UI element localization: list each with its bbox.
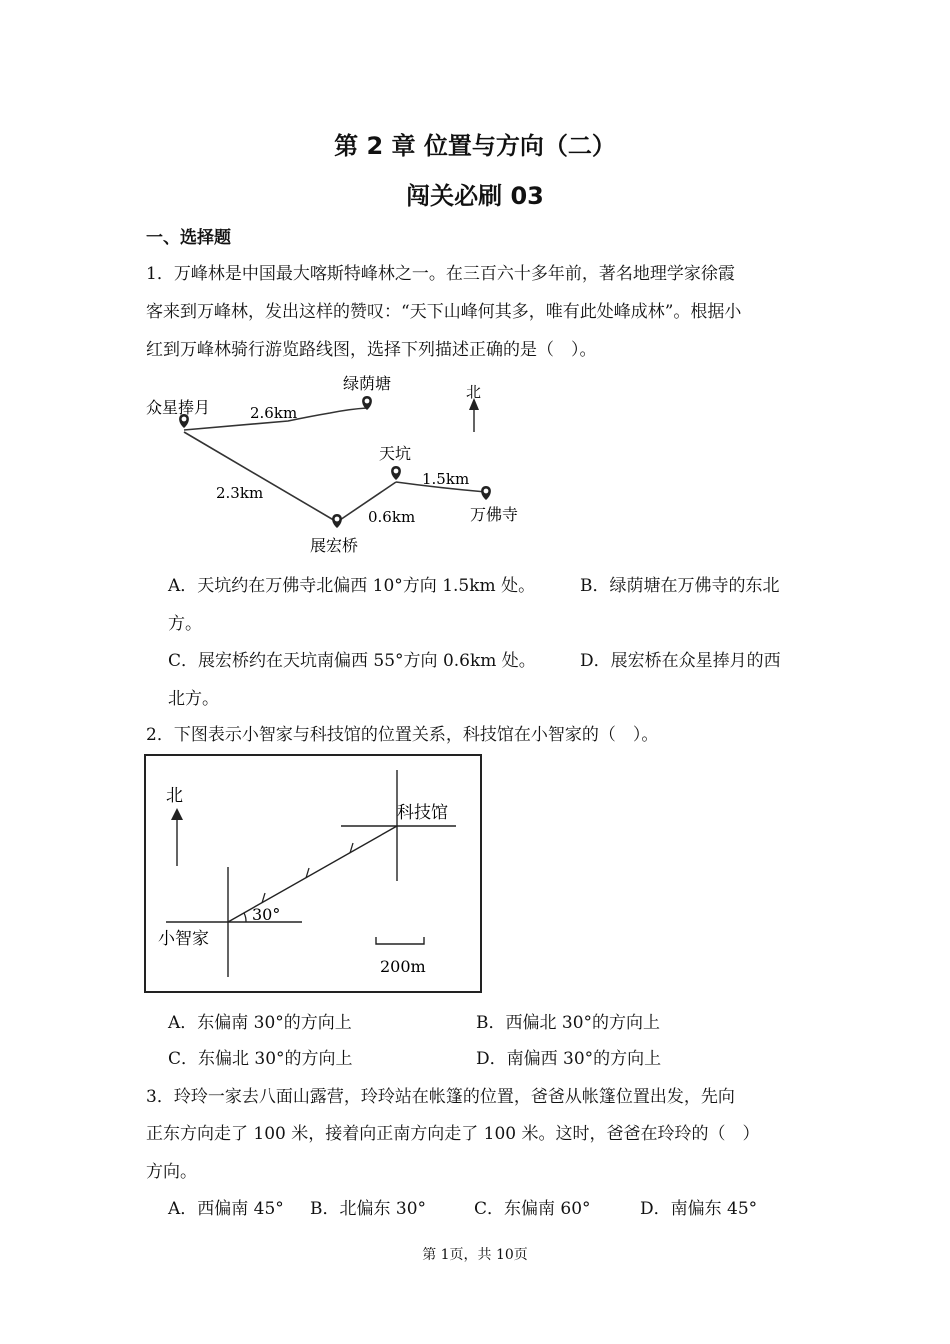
q1-option-b-cont: 方。 [168,614,202,634]
pin-tk-icon [391,466,401,480]
q1-option-b[interactable]: B．绿荫塘在万佛寺的东北 [580,576,780,596]
label-lyt: 绿荫塘 [343,374,392,393]
page-subtitle: 闯关必刷 03 [406,182,544,210]
scale-bar [376,937,424,944]
q1-line-1: 1．万峰林是中国最大喀斯特峰林之一。在三百六十多年前，著名地理学家徐霞 [146,264,735,284]
route-map [140,368,540,558]
north-arrow-icon [171,808,183,820]
route-zxpy-zhq [184,432,337,522]
scale-label: 200m [380,957,426,976]
q3-option-c[interactable]: C．东偏南 60° [474,1199,591,1219]
label-tk: 天坑 [379,444,412,463]
q3-option-b[interactable]: B．北偏东 30° [310,1199,427,1219]
q2-stem: 2．下图表示小智家与科技馆的位置关系，科技馆在小智家的（ ）。 [146,725,659,745]
q1-line-2: 客来到万峰林，发出这样的赞叹：“天下山峰何其多，唯有此处峰成林”。根据小 [146,302,742,322]
section-heading: 一、选择题 [146,228,231,248]
q3-line-2: 正东方向走了 100 米，接着向正南方向走了 100 米。这时，爸爸在玲玲的（ ） [146,1124,760,1144]
dist-tk-wfs: 1.5km [422,470,470,488]
dist-zhq-tk: 0.6km [368,508,416,526]
q1-line-3: 红到万峰林骑行游览路线图，选择下列描述正确的是（ ）。 [146,340,597,360]
label-zhq: 展宏桥 [310,536,359,555]
north-label: 北 [166,786,183,806]
q2-option-b[interactable]: B．西偏北 30°的方向上 [476,1013,661,1033]
pin-wfs-icon [481,486,491,500]
home-label: 小智家 [158,929,209,949]
q3-option-d[interactable]: D．南偏东 45° [640,1199,758,1219]
q3-option-a[interactable]: A．西偏南 45° [168,1199,284,1219]
dist-zxpy-lyt: 2.6km [250,404,298,422]
q2-option-d[interactable]: D．南偏西 30°的方向上 [476,1049,662,1069]
dist-zxpy-zhq: 2.3km [216,484,264,502]
page-title: 第 2 章 位置与方向（二） [334,132,616,160]
pin-zhq-icon [332,514,342,528]
page-footer: 第 1页，共 10页 [422,1247,528,1263]
north-label: 北 [466,383,482,401]
label-wfs: 万佛寺 [470,505,519,524]
q1-option-c[interactable]: C．展宏桥约在天坑南偏西 55°方向 0.6km 处。 [168,651,536,671]
q1-option-d-cont: 北方。 [168,689,219,709]
q1-option-d[interactable]: D．展宏桥在众星捧月的西 [580,651,781,671]
museum-label: 科技馆 [397,803,448,823]
location-figure [144,754,484,996]
q3-line-3: 方向。 [146,1162,197,1182]
angle-arc [244,913,246,922]
label-zxpy: 众星捧月 [146,398,211,417]
q2-option-a[interactable]: A．东偏南 30°的方向上 [168,1013,352,1033]
q1-option-a[interactable]: A．天坑约在万佛寺北偏西 10°方向 1.5km 处。 [168,576,536,596]
q2-option-c[interactable]: C．东偏北 30°的方向上 [168,1049,353,1069]
q3-line-1: 3．玲玲一家去八面山露营，玲玲站在帐篷的位置，爸爸从帐篷位置出发，先向 [146,1087,735,1107]
angle-label: 30° [252,905,281,924]
